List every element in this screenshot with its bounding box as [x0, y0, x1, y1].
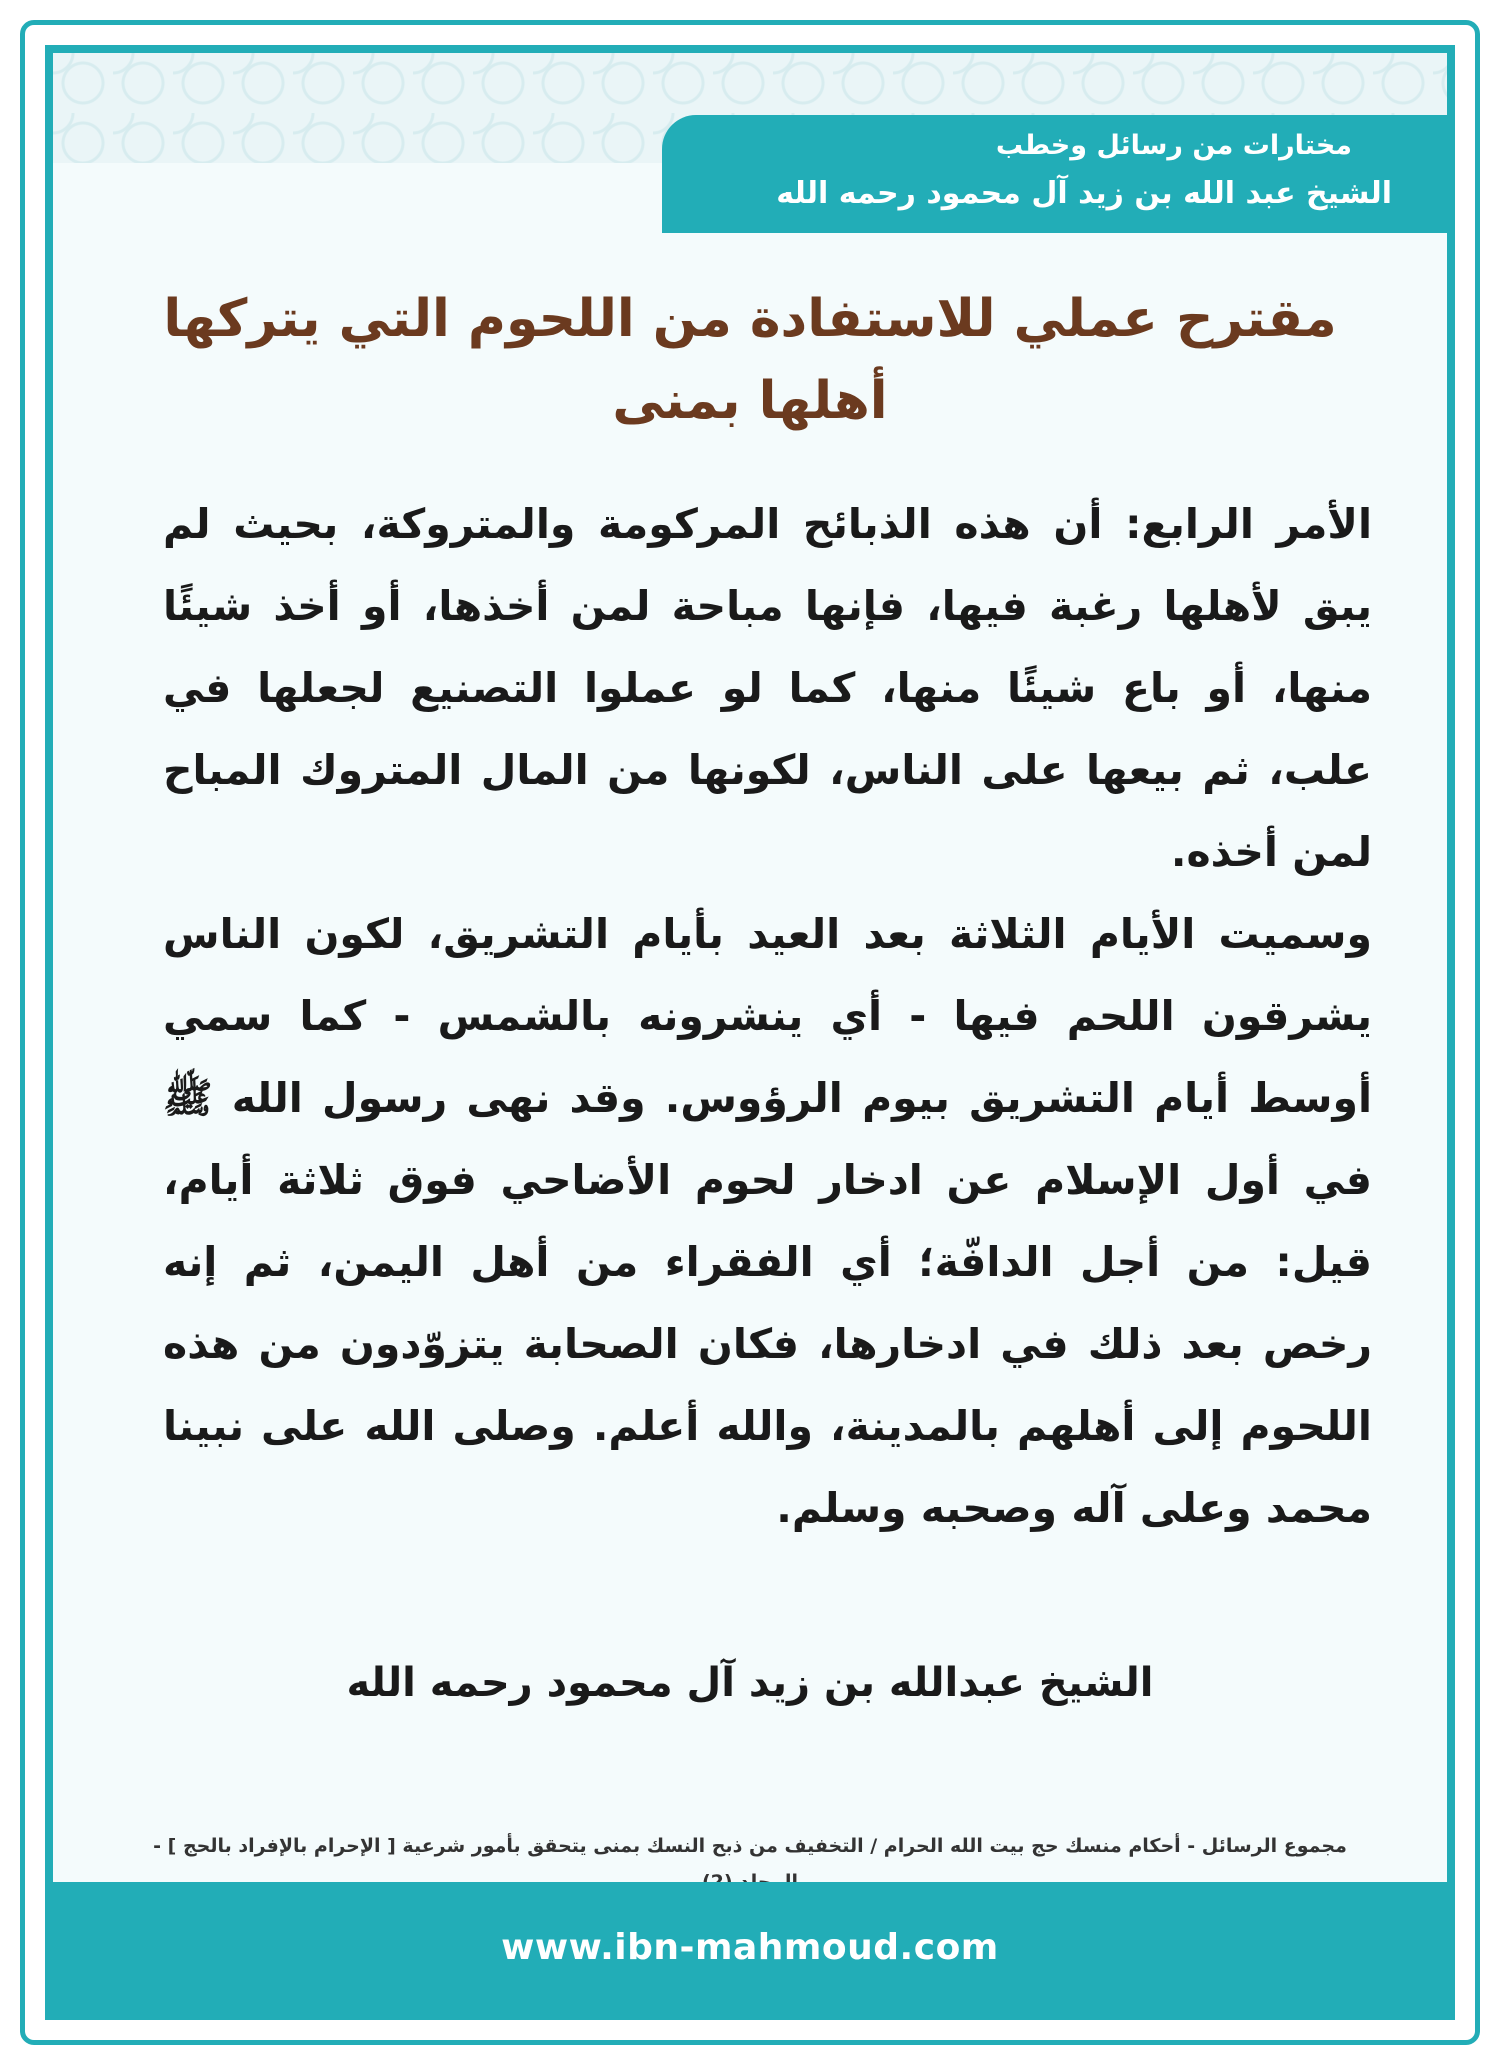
header-author: الشيخ عبد الله بن زيد آل محمود رحمه الله [776, 176, 1392, 211]
page-title: مقترح عملي للاستفادة من اللحوم التي يتركها أهلها بمنى [163, 289, 1337, 431]
header-series-title: مختارات من رسائل وخطب [995, 130, 1352, 161]
paragraph-2: وسميت الأيام الثلاثة بعد العيد بأيام التشريق، لكون الناس يشرقون اللحم فيها - أي ينشرونه بالشمس - كما سمي أوسط أيام التشريق بيوم الرؤوس. وقد نهى رسول الله ﷺ في أول الإسلام عن ادخار لحوم الأضاحي فوق ثلاثة أيام، قيل: من أجل الدافّة؛ أي الفقراء من أهل اليمن، ثم إنه رخص بعد ذلك في ادخارها، فكان الصحابة يتزوّدون من هذه اللحوم إلى أهلهم بالمدينة، والله أعلم. وصلى الله على نبينا محمد وعلى آله وصحبه وسلم. [163, 910, 1372, 1532]
document-card [45, 45, 1455, 2020]
footer-bar [53, 1882, 1447, 2012]
header-banner [662, 115, 1447, 233]
paragraph-1: الأمر الرابع: أن هذه الذبائح المركومة والمتروكة، بحيث لم يبق لأهلها رغبة فيها، فإنها مباحة لمن أخذها، أو أخذ شيئًا منها، أو باع شيئًا منها، كما لو عملوا التصنيع لجعلها في علب، ثم بيعها على الناس، لكونها من المال المتروك المباح لمن أخذه. [163, 500, 1372, 876]
source-citation: مجموع الرسائل - أحكام منسك حج بيت الله الحرام / التخفيف من ذبح النسك بمنى يتحقق بأمور شرعية [ الإحرام بالإفراد بالحج ] - [153, 1835, 1347, 1857]
article-body [163, 483, 1372, 1549]
website-link[interactable]: www.ibn-mahmoud.com [501, 1926, 999, 1968]
signature: الشيخ عبدالله بن زيد آل محمود رحمه الله [346, 1660, 1154, 1706]
